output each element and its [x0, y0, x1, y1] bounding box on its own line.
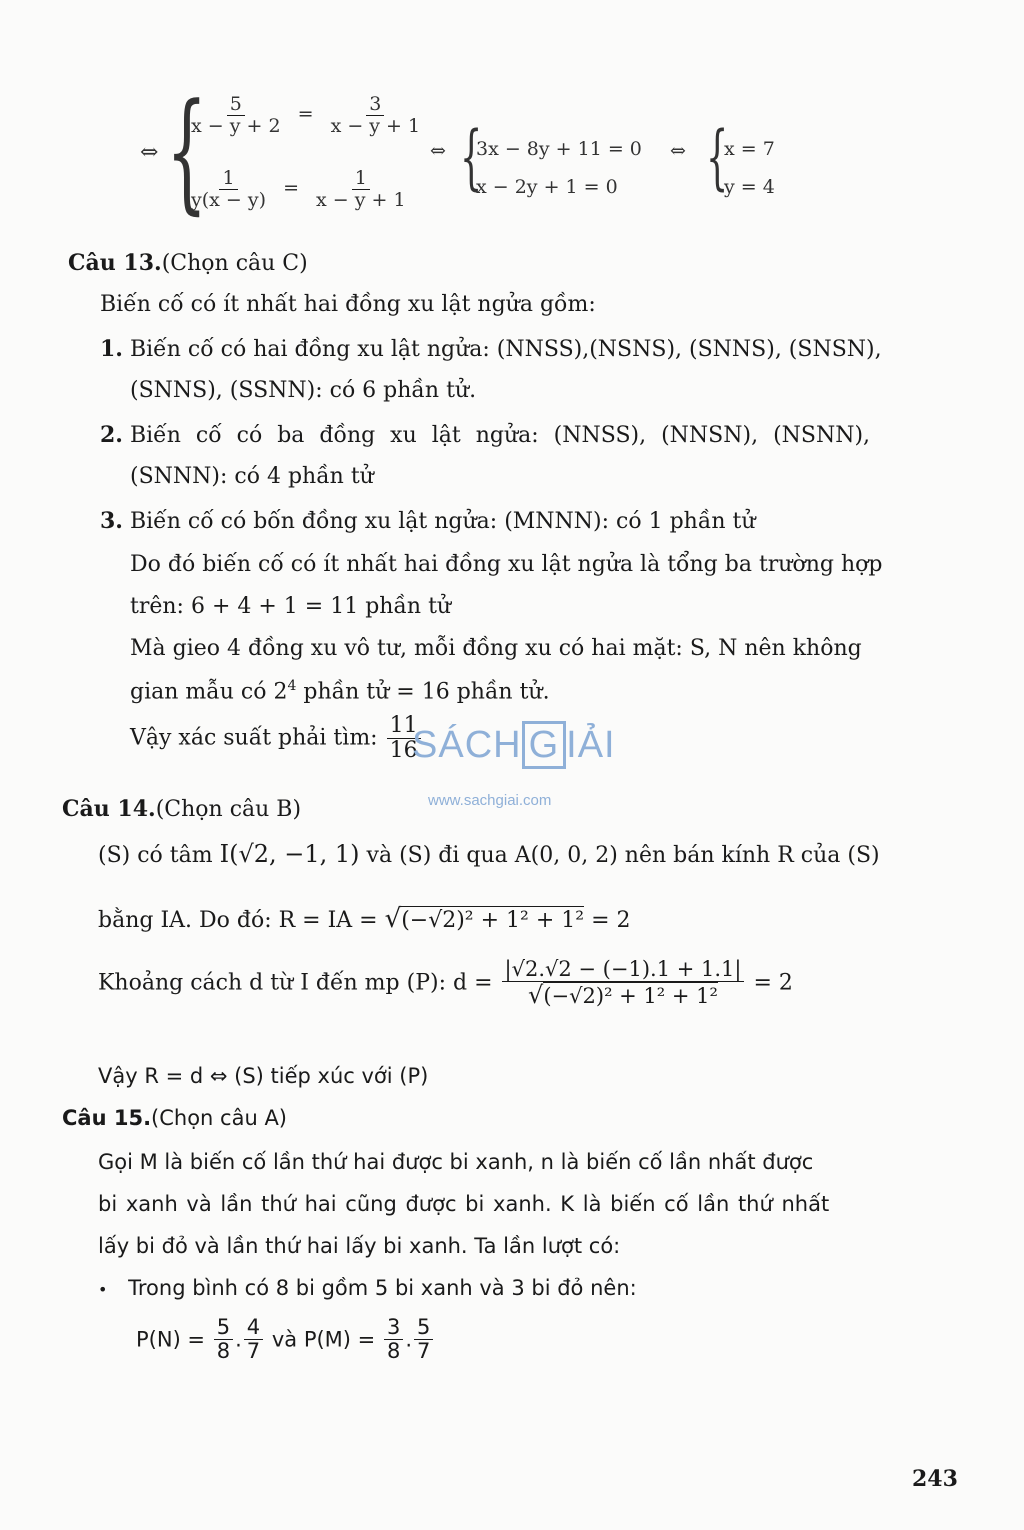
q14-line-1: (S) có tâm I(√2, −1, 1) và (S) đi qua A(0, 0, 2) nên bán kính R của (S)	[98, 840, 880, 868]
q14-conclusion: Vậy R = d ⇔ (S) tiếp xúc với (P)	[98, 1064, 429, 1088]
q13-sum-line-1: Do đó biến cố có ít nhất hai đồng xu lật ngửa là tổng ba trường hợp	[130, 552, 883, 577]
top-equation-system	[140, 75, 820, 232]
q13-item-2-cont: (SNNN): có 4 phần tử	[130, 464, 374, 489]
q13-result: Vậy xác suất phải tìm: $\frac{11}{16}$	[130, 714, 423, 763]
left-brace: {	[166, 75, 208, 227]
q13-sum-line-2: trên: 6 + 4 + 1 = 11 phần tử	[130, 594, 452, 619]
q15-formula: P(N) = $\frac{5}{8}$ . $\frac{4}{7}$ và P(M) = $\frac{3}{8}$ . $\frac{5}{7}$	[136, 1316, 435, 1363]
left-eq1: $\frac{5}{x - y + 2}$ = $\frac{3}{x - y + 1}$	[191, 93, 421, 137]
q15-line-3: lấy bi đỏ và lần thứ hai lấy bi xanh. Ta lần lượt có:	[98, 1234, 621, 1258]
q15-line-2: bi xanh và lần thứ hai cũng được bi xanh. K là biến cố lần thứ nhất	[98, 1192, 830, 1216]
q13-intro: Biến cố có ít nhất hai đồng xu lật ngửa gồm:	[100, 292, 596, 317]
q14-heading: Câu 14.(Chọn câu B)	[62, 796, 302, 822]
q13-heading: Câu 13.(Chọn câu C)	[68, 250, 308, 276]
equiv-arrow-1: ⇔	[430, 140, 446, 162]
q15-line-1: Gọi M là biến cố lần thứ hai được bi xanh, n là biến cố lần nhất được	[98, 1150, 814, 1174]
q14-line-2: bằng IA. Do đó: R = IA = √(−√2)² + 1² + 1² = 2	[98, 904, 631, 934]
q15-bullet-line: • Trong bình có 8 bi gồm 5 bi xanh và 3 bi đỏ nên:	[98, 1276, 637, 1300]
q14-line-3: Khoảng cách d từ I đến mp (P): d = $\frac{|√2.√2 - (-1).1 + 1.1|}{\text{√(−√2)² + 1² + 1²}}$ = 2	[98, 957, 793, 1010]
q13-space-line-2: gian mẫu có $2^4$ phần tử = 16 phần tử.	[130, 678, 550, 705]
left-eq2: $\frac{1}{y(x - y)}$ = $\frac{1}{x - y + 1}$	[191, 167, 406, 211]
right-brace: {	[706, 116, 729, 198]
q13-space-line-1: Mà gieo 4 đồng xu vô tư, mỗi đồng xu có hai mặt: S, N nên không	[130, 636, 862, 661]
watermark-logo: SÁCH G IẢI	[412, 724, 616, 767]
equiv-arrow: ⇔	[140, 140, 159, 165]
q15-heading: Câu 15.(Chọn câu A)	[62, 1106, 288, 1130]
middle-system: 3x − 8y + 11 = 0 x − 2y + 1 = 0	[476, 138, 642, 198]
distance-fraction: $\frac{|√2.√2 - (-1).1 + 1.1|}{\text{√(−√2)² + 1² + 1²}}$	[502, 958, 745, 1008]
q13-item-1: 1. Biến cố có hai đồng xu lật ngửa: (NNSS),(NSNS), (SNNS), (SNSN),	[100, 336, 882, 362]
q13-item-3: 3. Biến cố có bốn đồng xu lật ngửa: (MNNN): có 1 phần tử	[100, 508, 756, 534]
right-system: x = 7 y = 4	[724, 138, 775, 198]
middle-brace: {	[460, 116, 483, 198]
q13-item-2: 2. Biến cố có ba đồng xu lật ngửa: (NNSS), (NNSN), (NSNN),	[100, 422, 871, 448]
watermark-url: www.sachgiai.com	[428, 792, 552, 809]
bullet-icon: •	[98, 1280, 108, 1299]
q13-item-1-cont: (SNNS), (SSNN): có 6 phần tử.	[130, 378, 477, 403]
result-fraction: $\frac{11}{16}$	[387, 714, 421, 763]
equiv-arrow-2: ⇔	[670, 140, 686, 162]
page-number: 243	[912, 1466, 958, 1492]
